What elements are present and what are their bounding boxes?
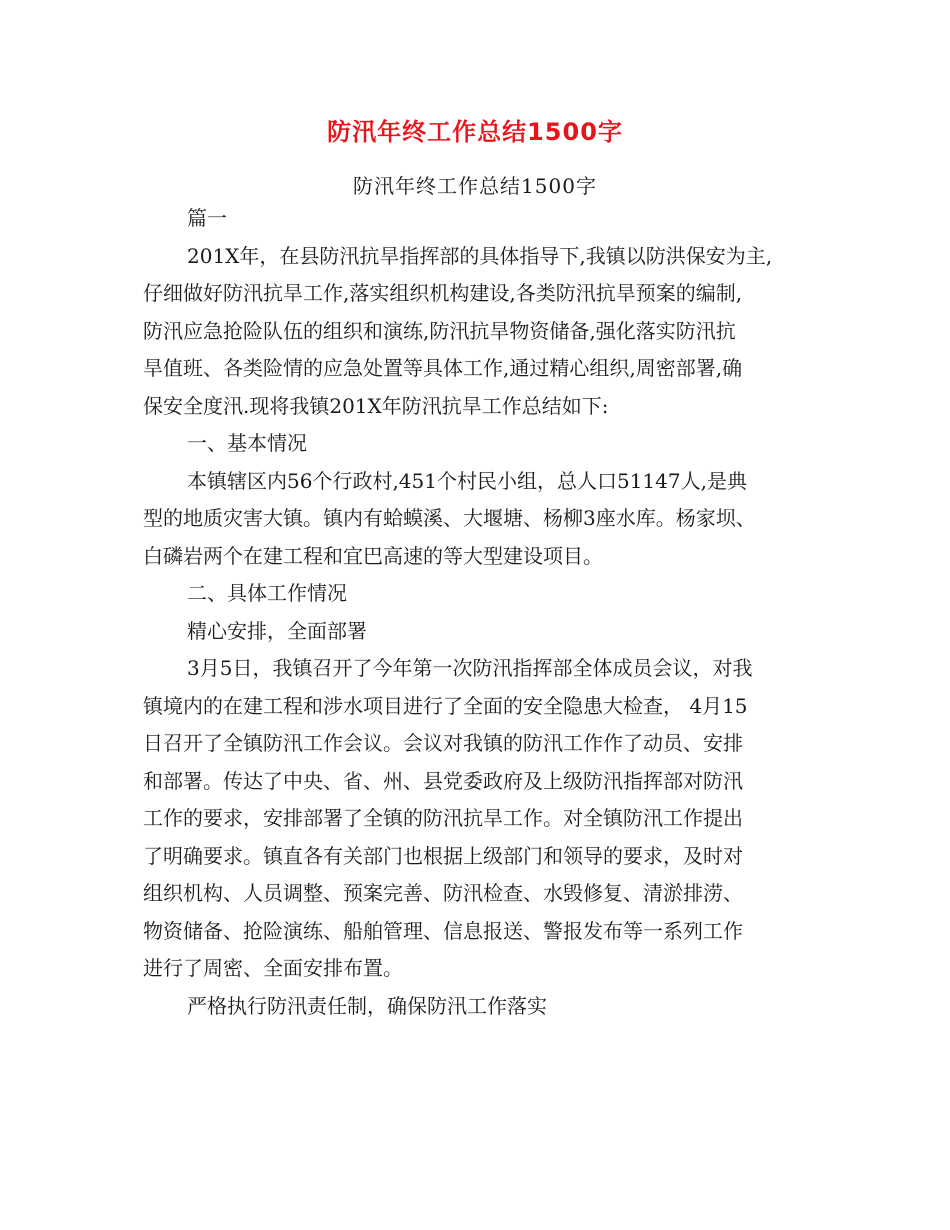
document-subtitle: 防汛年终工作总结1500字 [353,174,597,198]
text-line: 精心安排，全面部署 [187,618,367,643]
text-line: 组织机构、人员调整、预案完善、防汛检查、水毁修复、清淤排涝、 [143,881,743,905]
document-title: 防汛年终工作总结1500字 [327,118,623,146]
document-body [143,200,843,1025]
text-line: 3月5日，我镇召开了今年第一次防汛指挥部全体成员会议，对我 [187,656,753,680]
text-line: 一、基本情况 [187,431,307,455]
text-line: 日召开了全镇防汛工作会议。会议对我镇的防汛工作作了动员、安排 [143,731,743,755]
text-line: 201X年，在县防汛抗旱指挥部的具体指导下,我镇以防洪保安为主, [187,243,773,268]
text-line: 仔细做好防汛抗旱工作,落实组织机构建设,各类防汛抗旱预案的编制, [143,281,743,305]
text-line: 旱值班、各类险情的应急处置等具体工作,通过精心组织,周密部署,确 [143,356,743,380]
text-line: 白磷岩两个在建工程和宜巴高速的等大型建设项目。 [143,543,603,568]
text-line: 镇境内的在建工程和涉水项目进行了全面的安全隐患大检查， 4月15 [143,693,748,718]
text-line: 物资储备、抢险演练、船舶管理、信息报送、警报发布等一系列工作 [143,918,743,943]
text-line: 进行了周密、全面安排布置。 [143,956,403,980]
text-line: 和部署。传达了中央、省、州、县党委政府及上级防汛指挥部对防汛 [143,768,743,793]
text-line: 防汛应急抢险队伍的组织和演练,防汛抗旱物资储备,强化落实防汛抗 [143,318,736,343]
text-line: 了明确要求。镇直各有关部门也根据上级部门和领导的要求，及时对 [143,843,743,868]
text-line: 型的地质灾害大镇。镇内有蛤蟆溪、大堰塘、杨柳3座水库。杨家坝、 [143,506,756,530]
text-line: 保安全度汛.现将我镇201X年防汛抗旱工作总结如下: [143,393,609,418]
text-line: 本镇辖区内56个行政村,451个村民小组，总人口51147人,是典 [187,468,747,493]
text-line: 二、具体工作情况 [187,581,347,605]
text-line: 严格执行防汛责任制，确保防汛工作落实 [187,993,547,1018]
text-line: 篇一 [187,206,227,230]
text-line: 工作的要求，安排部署了全镇的防汛抗旱工作。对全镇防汛工作提出 [143,806,743,830]
